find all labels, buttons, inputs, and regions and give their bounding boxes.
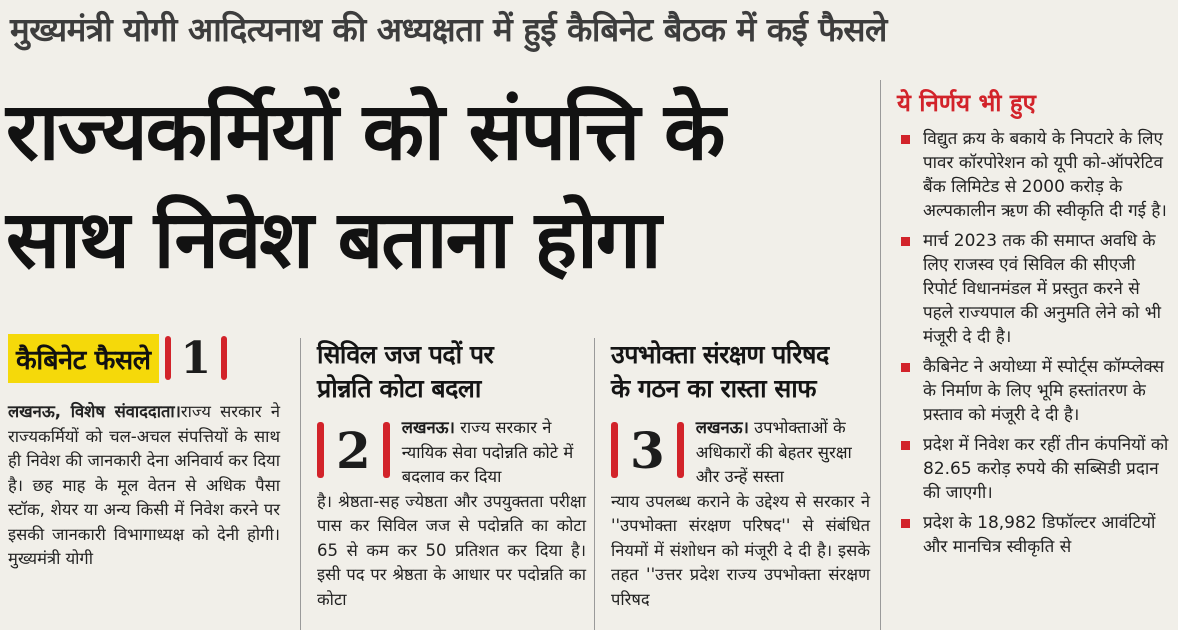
dateline: लखनऊ। <box>401 418 455 437</box>
decision-list <box>897 127 1170 559</box>
section-tag-row <box>8 330 280 386</box>
square-bullet-icon <box>901 363 910 372</box>
article-column-2 <box>300 338 586 630</box>
headline-line-1: राज्यकर्मियों को संपत्ति के <box>6 85 724 178</box>
red-bracket-icon <box>383 422 390 478</box>
story-number-badge <box>317 420 390 480</box>
red-bracket-icon <box>677 422 684 478</box>
article-text: है। श्रेष्ठता-सह ज्येष्ठता और उपयुक्तता परीक्षा पास कर सिविल जज से पदोन्नति का कोटा 65 से कम कर 50 प्रतिशत कर दिया है। इसी पद पर श्रेष्ठता के आधार पर पदोन्नति का कोटा <box>317 491 586 609</box>
sidebar-decisions <box>880 80 1170 630</box>
article-body <box>611 416 870 612</box>
list-item: मार्च 2023 तक की समाप्त अवधि के लिए राजस्व एवं सिविल की सीएजी रिपोर्ट विधानमंडल में प्रस्तुत करने से पहले राज्यपाल की अनुमति लेने को भी मंजूरी दे दी है। <box>897 229 1170 349</box>
article-body <box>317 416 586 612</box>
sidebar-title: ये निर्णय भी हुए <box>897 89 1036 117</box>
square-bullet-icon <box>901 237 910 246</box>
story-number-badge <box>165 333 228 384</box>
article-text: न्याय उपलब्ध कराने के उद्देश्य से सरकार ने ''उपभोक्ता संरक्षण परिषद'' से संबंधित नियमों में संशोधन को मंजूरी दे दी है। इसके तहत ''उत्तर प्रदेश राज्य उपभोक्ता संरक्षण परिषद <box>611 491 870 609</box>
list-item: विद्युत क्रय के बकाये के निपटारे के लिए पावर कॉरपोरेशन को यूपी को-ऑपरेटिव बैंक लिमिटेड से 2000 करोड़ के अल्पकालीन ऋण की स्वीकृति दी गई है। <box>897 127 1170 223</box>
story-number: 3 <box>630 420 665 480</box>
story-number: 2 <box>336 420 371 480</box>
square-bullet-icon <box>901 519 910 528</box>
list-item: प्रदेश में निवेश कर रहीं तीन कंपनियों को 82.65 करोड़ रुपये की सब्सिडी प्रदान की जाएगी। <box>897 433 1170 505</box>
article-heading: उपभोक्ता संरक्षण परिषद के गठन का रास्ता साफ <box>611 340 829 403</box>
main-headline <box>6 78 866 294</box>
story-number-badge <box>611 420 684 480</box>
article-column-1 <box>8 330 280 572</box>
headline-line-2: साथ निवेश बताना होगा <box>6 193 660 286</box>
red-bracket-icon <box>611 422 618 478</box>
square-bullet-icon <box>901 135 910 144</box>
list-item: प्रदेश के 18,982 डिफॉल्टर आवंटियों और मानचित्र स्वीकृति से <box>897 511 1170 559</box>
article-heading: सिविल जज पदों पर प्रोन्नति कोटा बदला <box>317 340 494 403</box>
red-bracket-icon <box>317 422 324 478</box>
dateline: लखनऊ, विशेष संवाददाता। <box>8 402 181 421</box>
square-bullet-icon <box>901 441 910 450</box>
article-lead: राज्य सरकार ने न्यायिक सेवा पदोन्नति कोटे में बदलाव कर दिया <box>401 418 574 486</box>
list-item: कैबिनेट ने अयोध्या में स्पोर्ट्स कॉम्प्लेक्स के निर्माण के लिए भूमि हस्तांतरण के प्रस्ताव को मंजूरी दे दी है। <box>897 355 1170 427</box>
story-number: 1 <box>180 332 212 384</box>
dateline: लखनऊ। <box>695 418 749 437</box>
section-tag: कैबिनेट फैसले <box>8 334 159 383</box>
article-column-3 <box>594 338 870 630</box>
red-bracket-icon <box>221 336 227 380</box>
article-lead: उपभोक्ताओं के अधिकारों की बेहतर सुरक्षा और उन्हें सस्ता <box>695 418 852 486</box>
article-text: राज्य सरकार ने राज्यकर्मियों को चल-अचल संपत्तियों के साथ ही निवेश की जानकारी देना अनिवार्य कर दिया है। छह माह के मूल वेतन से अधिक पैसा स्टॉक, शेयर या अन्य किसी में निवेश करने पर इसकी जानकारी विभागाध्यक्ष को देनी होगी। मुख्यमंत्री योगी <box>8 402 280 568</box>
kicker-headline: मुख्यमंत्री योगी आदित्यनाथ की अध्यक्षता में हुई कैबिनेट बैठक में कई फैसले <box>10 10 887 49</box>
article-body <box>8 400 280 572</box>
